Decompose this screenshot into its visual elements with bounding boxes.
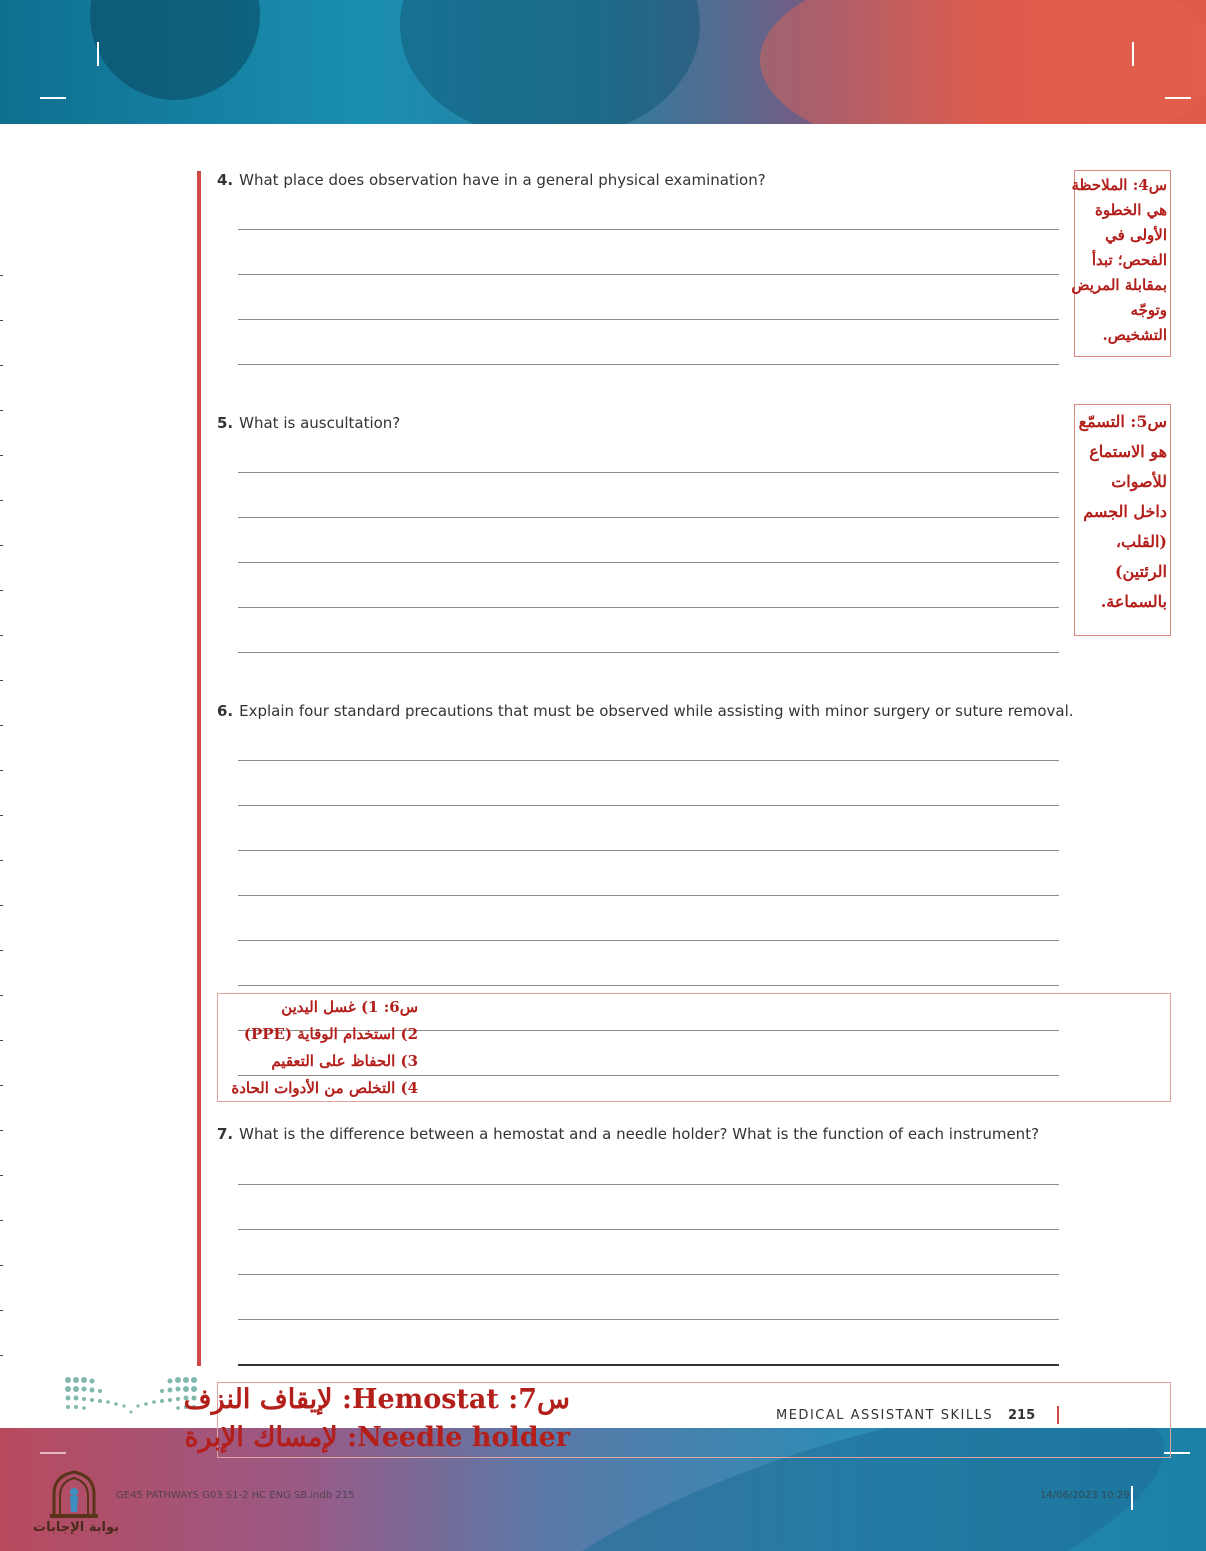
question-6 [217, 702, 1074, 720]
answer-line[interactable] [238, 940, 1059, 941]
answer-text: 2) استخدام الوقاية (PPE) [243, 1025, 418, 1043]
crop-mark [97, 42, 99, 66]
answer-text: التشخيص. [1102, 326, 1167, 344]
question-7 [217, 1125, 1039, 1143]
answer-text: هي الخطوة [1095, 201, 1167, 219]
crop-mark [40, 97, 66, 99]
answer-text: 3) الحفاظ على التعقيم [271, 1052, 418, 1070]
answer-line[interactable] [238, 229, 1059, 230]
question-number: 5. [217, 414, 234, 432]
answer-line[interactable] [238, 274, 1059, 275]
margin-tick [0, 1175, 3, 1176]
margin-tick [0, 1220, 3, 1221]
answer-note-7 [183, 1381, 570, 1457]
page-number: 215 [1008, 1408, 1036, 1423]
crop-mark [1132, 42, 1134, 66]
margin-tick [0, 1085, 3, 1086]
margin-tick [0, 545, 3, 546]
answer-line[interactable] [238, 607, 1059, 608]
book-title: MEDICAL ASSISTANT SKILLS [776, 1408, 994, 1423]
answer-text: هو الاستماع [1089, 442, 1167, 461]
answer-line[interactable] [238, 1229, 1059, 1230]
answer-text: الرئتين) [1114, 562, 1167, 581]
answer-text: (القلب، [1115, 532, 1167, 551]
margin-tick [0, 500, 3, 501]
margin-tick [0, 275, 3, 276]
answer-line[interactable] [238, 319, 1059, 320]
answer-text: داخل الجسم [1083, 502, 1167, 521]
margin-tick [0, 815, 3, 816]
margin-tick [0, 995, 3, 996]
answer-line[interactable] [238, 985, 1059, 986]
answer-text: س4: الملاحظة [1071, 176, 1167, 194]
answer-text: الفحص؛ تبدأ [1091, 251, 1167, 269]
answer-line[interactable] [238, 1319, 1059, 1320]
margin-tick [0, 635, 3, 636]
answer-text: بمقابلة المريض [1071, 276, 1167, 294]
answer-text: الأولى في [1105, 226, 1167, 244]
margin-tick [0, 410, 3, 411]
margin-tick [0, 1310, 3, 1311]
margin-tick [0, 1130, 3, 1131]
margin-tick [0, 1355, 3, 1356]
margin-tick [0, 1265, 3, 1266]
margin-tick [0, 590, 3, 591]
question-number: 6. [217, 702, 234, 720]
margin-tick [0, 950, 3, 951]
top-banner [0, 0, 1206, 124]
answer-text: Needle holder: لإمساك الإبرة [184, 1422, 570, 1453]
answer-line[interactable] [238, 472, 1059, 473]
answer-text: 4) التخلص من الأدوات الحادة [231, 1079, 418, 1097]
answer-line[interactable] [238, 1274, 1059, 1275]
margin-tick [0, 320, 3, 321]
crop-mark [1165, 97, 1191, 99]
answer-line[interactable] [238, 562, 1059, 563]
question-number: 4. [217, 171, 234, 189]
margin-rule [197, 171, 201, 1366]
question-text: Explain four standard precautions that must be observed while assisting with minor surgery or suture removal. [239, 702, 1074, 720]
answer-text: للأصوات [1111, 472, 1167, 491]
answer-line[interactable] [238, 1184, 1059, 1185]
answer-text: س7: Hemostat: لإيقاف النزف [183, 1384, 570, 1415]
print-slug-date: 14/06/2023 10:29 [1040, 1490, 1130, 1501]
margin-tick [0, 770, 3, 771]
answer-note-5 [1074, 404, 1171, 636]
margin-tick [0, 455, 3, 456]
banner-shape [400, 0, 700, 124]
footer-divider [1057, 1406, 1059, 1424]
answer-line[interactable] [238, 517, 1059, 518]
question-text: What is the difference between a hemostat and a needle holder? What is the function of each instrument? [239, 1125, 1040, 1143]
answer-line[interactable] [238, 895, 1059, 896]
answer-line[interactable] [238, 652, 1059, 653]
ministry-logo-icon [62, 1374, 202, 1418]
margin-tick [0, 680, 3, 681]
answer-text: وتوجّه [1130, 301, 1167, 319]
margin-tick [0, 1040, 3, 1041]
answer-line[interactable] [238, 760, 1059, 761]
margin-tick [0, 725, 3, 726]
answer-note-4 [1071, 170, 1171, 357]
print-slug-file: GE45 PATHWAYS G03 S1-2 HC ENG SB.indb 215 [116, 1490, 355, 1501]
question-text: What is auscultation? [239, 414, 401, 432]
crop-mark [1131, 1486, 1133, 1510]
answer-line[interactable] [238, 850, 1059, 851]
gate-label: بوابة الإجابات [33, 1520, 119, 1535]
answer-note-6 [218, 994, 418, 1102]
question-text: What place does observation have in a general physical examination? [239, 171, 766, 189]
answer-line[interactable] [238, 364, 1059, 365]
question-number: 7. [217, 1125, 234, 1143]
answer-text: س5: التسمّع [1078, 412, 1167, 431]
margin-tick [0, 860, 3, 861]
answer-text: بالسماعة. [1100, 592, 1167, 611]
banner-shape [90, 0, 260, 100]
answer-line[interactable] [238, 1364, 1059, 1366]
answer-text: س6: 1) غسل اليدين [281, 998, 418, 1016]
margin-tick [0, 365, 3, 366]
answer-line[interactable] [238, 805, 1059, 806]
margin-tick [0, 905, 3, 906]
question-5 [217, 414, 400, 432]
question-4 [217, 171, 766, 189]
banner-shape [760, 0, 1206, 124]
crop-mark [40, 1452, 66, 1454]
